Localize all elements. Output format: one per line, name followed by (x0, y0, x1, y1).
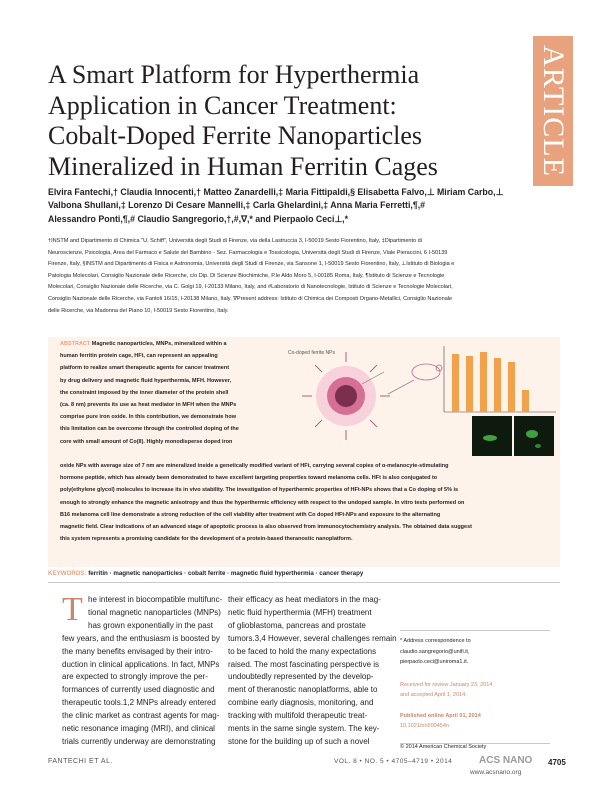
figure-label: Co-doped ferrite NPs (288, 350, 335, 356)
abstract-line: ABSTRACT Magnetic nanoparticles, MNPs, mineralized within a (60, 341, 227, 347)
keywords-text: ferritin · magnetic nanoparticles · cobalt ferrite · magnetic fluid hyperthermia · cancer therapy (88, 570, 364, 577)
body-line: the many benefits envisaged by their intro- (62, 646, 213, 656)
title-line: Application in Cancer Treatment: (48, 90, 397, 120)
doi-link[interactable]: 10.1021/nn500454n (400, 723, 449, 729)
body-line: ments in the same single system. The key- (228, 724, 380, 734)
mouse-sketch (388, 364, 442, 394)
abstract-line: human ferritin protein cage, HFt, can represent an appealing (60, 353, 218, 360)
correspondence-line: * Address correspondence to (400, 638, 471, 644)
published-line: Published online April 01, 2014 (400, 712, 481, 719)
body-line: are expected to strongly improve the per- (62, 672, 208, 682)
body-line: netic resonance imaging (MRI), and clinical (62, 724, 215, 734)
body-line: few years, and the enthusiasm is boosted by (62, 633, 220, 643)
abstract-line: the constraint imposed by the inner diameter of the protein shell (60, 389, 229, 396)
abstract-line: poly(ethylene glycol) molecules to increase its in vivo stability. The investigation of hyperthermic properties of HFt-NPs shows that a Co doping of 5% is (60, 487, 459, 494)
affiliation-line: Patologia Molecolari, Consiglio Nazionale delle Ricerche, c/o Dip. Di Scienze Biochimiche, P.le Aldo Moro 5, I-00185 Roma, Italy, ¶Istituto di Scienze e Tecnologie (48, 272, 445, 279)
copyright: © 2014 American Chemical Society (400, 743, 487, 750)
keywords-divider (48, 582, 560, 583)
keywords-label: KEYWORDS: (48, 570, 87, 577)
footer-citation: VOL. 8 • NO. 5 • 4705–4719 • 2014 (334, 758, 453, 765)
body-line: therapeutic tools.1,2 MNPs already entered (62, 698, 216, 708)
affiliation-line: Neuroscienze, Psicologia, Area del Farmaco e Salute del Bambino - Sez. Farmacologia e Tossicologia, Università degli Studi di Firenze, Viale Pieraccini, 6 I-50139 (48, 249, 448, 256)
received-line: and accepted April 1, 2014. (400, 692, 467, 698)
abstract-line: this system represents a promising candidate for the development of a protein-based theranostic nanoplatform. (60, 536, 353, 543)
body-column-2 (228, 594, 397, 749)
article-info (400, 636, 550, 752)
body-line: their efficacy as heat mediators in the mag- (228, 595, 381, 604)
affiliation-line: Molecolari, Consiglio Nazionale delle Ricerche, via C. Golgi 19, I-20133 Milano, Italy, and #Laboratorio di Nanotecnologie, Istituto di Scienze e Tecnologie Molecolari, (48, 284, 453, 291)
body-line: undoubtedly represented by the develop- (228, 672, 374, 682)
body-column-1 (62, 594, 233, 749)
body-line: netic fluid hyperthermia (MFH) treatment (228, 607, 372, 617)
author-line: Valbona Shullani,‡ Lorenzo Di Cesare Mannelli,‡ Carla Ghelardini,‡ Anna Maria Ferretti,¶,# (48, 200, 426, 211)
body-line: ment of theranostic nanoplatforms, able to (228, 685, 378, 695)
author-list (48, 186, 558, 226)
keywords (48, 570, 560, 577)
email-link[interactable]: pierpaolo.ceci@uniroma1.it. (400, 659, 469, 665)
body-line: duction in clinical applications. In fact, MNPs (62, 659, 220, 669)
abstract-label: ABSTRACT (60, 341, 91, 347)
abstract-line: core with small amount of Co(II). Highly monodisperse doped iron (60, 438, 233, 445)
abstract-text-narrow (60, 338, 270, 448)
article-type-label: ARTICLE (537, 45, 570, 177)
journal-logo (477, 748, 541, 770)
body-line: combine early diagnosis, monitoring, and (228, 698, 374, 708)
body-line: the clinic market as contrast agents for mag- (62, 711, 220, 721)
info-divider-top (400, 630, 550, 631)
abstract-line: oxide NPs with average size of 7 nm are mineralized inside a genetically modified variant of HFt, carrying several copies of α-melanocyte-stimulating (60, 463, 449, 469)
abstract-line: comprise pure iron oxide. In this contribution, we demonstrate how (60, 414, 237, 421)
abstract-line: this limitation can be overcome through the controlled doping of the (60, 426, 239, 433)
abstract-line: platform to realize smart therapeutic agents for cancer treatment (60, 365, 230, 372)
info-divider-bottom (400, 743, 550, 744)
article-title (48, 60, 518, 182)
body-line: stone for the building up of such a novel (228, 736, 370, 746)
abstract-line: B16 melanoma cell line demonstrate a strong reduction of the cell viability after treatment with Co doped HFt-NPs and exposure to the alternating (60, 511, 441, 518)
body-line: formances of currently used diagnostic and (62, 685, 215, 695)
abstract-line: by drug delivery and magnetic fluid hyperthermia, MFH. However, (60, 377, 232, 384)
abstract-line: (ca. 8 nm) prevents its use as heat mediator in MFH when the MNPs (60, 402, 237, 409)
toc-graphic (276, 342, 558, 460)
received-line: Received for review January 23, 2014 (400, 681, 493, 688)
affiliation-line: Firenze, Italy, §INSTM and Dipartimento di Fisica e Astronomia, Università degli Studi di Firenze, via Sansone 1, I-50019 Sesto Fiorentino, Italy, ⊥Istituto di Biologia e (48, 261, 455, 268)
body-line: of glioblastoma, pancreas and prostate (228, 620, 366, 630)
title-line: Mineralized in Human Ferritin Cages (48, 151, 438, 181)
drop-cap: T (62, 591, 83, 628)
affiliation-line: delle Ricerche, via Madonna del Piano 10, I-50019 Sesto Fiorentino, Italy. (48, 307, 229, 314)
email-link[interactable]: claudio.sangregorio@unifi.it, (400, 648, 470, 655)
abstract-line: enough to strongly enhance the magnetic anisotropy and thus the hyperthermic efficiency with respect to the undoped sample. In vitro tests performed on (60, 499, 465, 506)
viability-bar-chart (444, 346, 556, 412)
body-line: raised. The most fascinating perspective is (228, 659, 380, 669)
body-line: trials currently underway are demonstrating (62, 736, 216, 746)
abstract-line: magnetic field. Clear indications of an advanced stage of apoptotic process is also observed from immunocytochemistry analysis. The obtained data suggest (60, 524, 472, 531)
author-line: Alessandro Ponti,¶,# Claudio Sangregorio,†,#,∇,* and Pierpaolo Ceci⊥,* (48, 213, 349, 224)
abstract-text-wide (60, 460, 555, 545)
body-line: tumors.3,4 However, several challenges remain (228, 633, 397, 643)
body-line: tracking with multifold therapeutic treat- (228, 711, 368, 721)
title-line: A Smart Platform for Hyperthermia (48, 60, 420, 89)
footer-author: FANTECHI ET AL. (48, 758, 113, 765)
body-line: to be faced to hold the many expectations (228, 646, 377, 656)
ferritin-cage-illustration (302, 352, 390, 440)
body-line: he interest in biocompatible multifunc- (88, 595, 223, 604)
body-line: has grown exponentially in the past (88, 620, 213, 630)
abstract-line: hormone peptide, which has already been demonstrated to have excellent targeting properties toward melanoma cells. HFt is also conjugated to (60, 475, 438, 482)
affiliation-line: †INSTM and Dipartimento di Chimica "U. Schiff", Università degli Studi di Firenze, via della Lastruccia 3, I-50019 Sesto Fiorentino, Italy, ‡Dipartimento di (48, 238, 423, 244)
affiliations (48, 236, 560, 317)
title-line: Cobalt-Doped Ferrite Nanoparticles (48, 121, 422, 150)
journal-url[interactable]: www.acsnano.org (470, 769, 522, 776)
body-line: tional magnetic nanoparticles (MNPs) (88, 607, 221, 617)
journal-logo-text: ACS NANO (479, 755, 533, 766)
author-line: Elvira Fantechi,† Claudia Innocenti,† Matteo Zanardelli,‡ Maria Fittipaldi,§ Elisabetta Falvo,⊥ Miriam Carbo,⊥ (48, 187, 504, 197)
article-type-tab (533, 36, 573, 186)
affiliation-line: Consiglio Nazionale delle Ricerche, via Fantoli 16/15, I-20138 Milano, Italy. ∇Present address: Istituto di Chimica dei Composti Organo-Metallici, Consiglio Nazionale (48, 295, 453, 302)
page-number: 4705 (548, 758, 566, 767)
